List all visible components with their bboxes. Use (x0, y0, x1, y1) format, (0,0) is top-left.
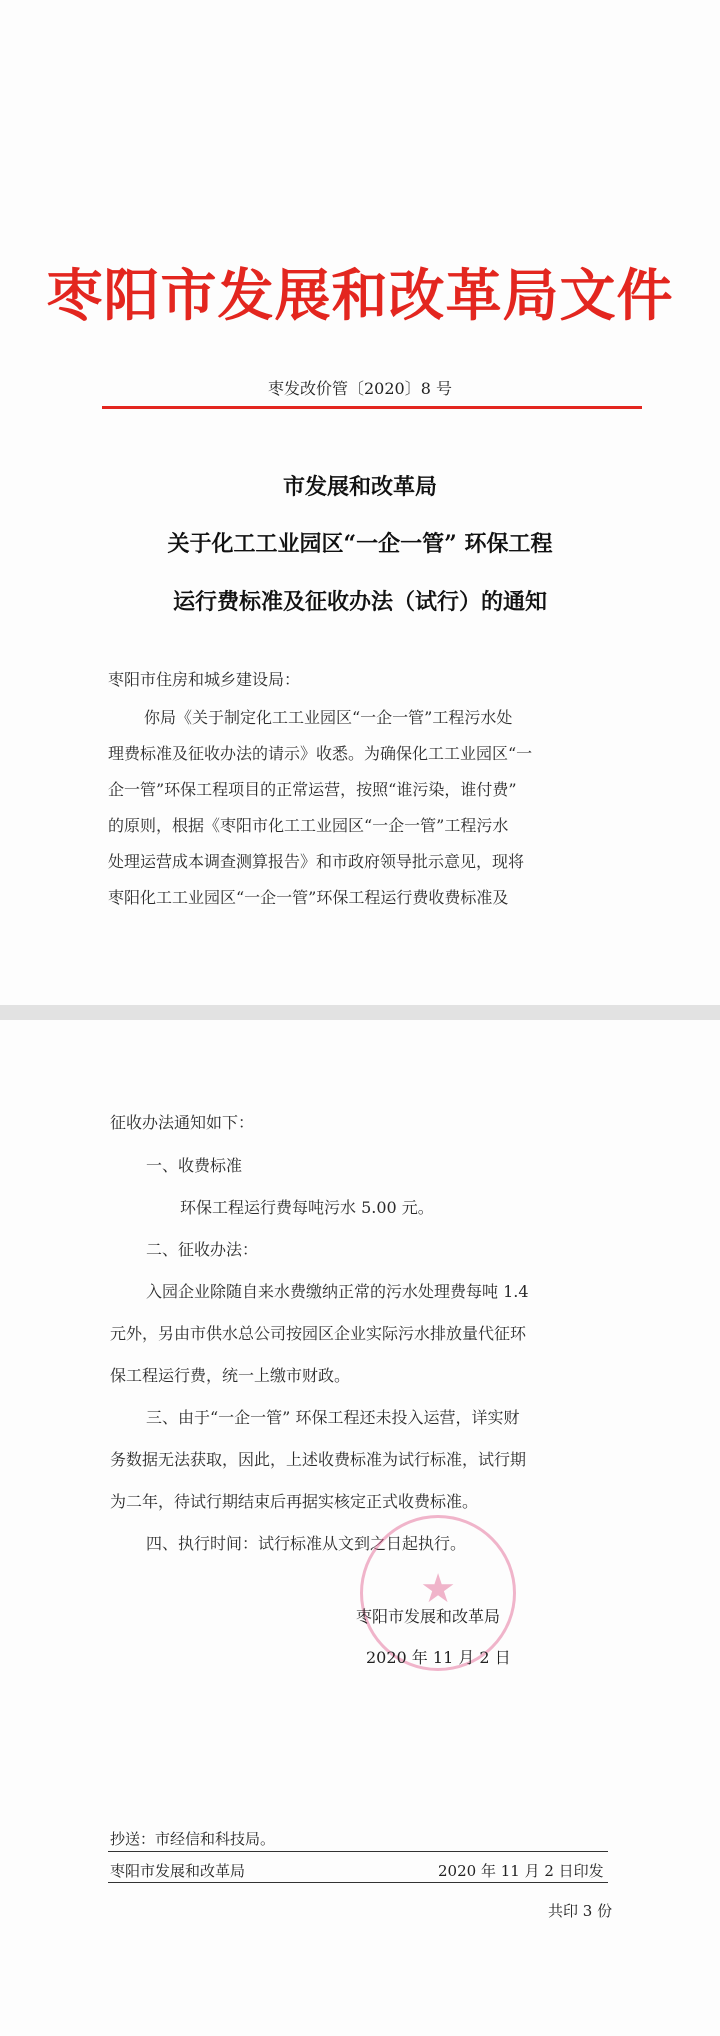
headline-line-1: 市发展和改革局 (282, 474, 437, 500)
print-org: 枣阳市发展和改革局 (110, 1862, 246, 1880)
document-page-1 (0, 0, 720, 1005)
red-divider (102, 406, 642, 409)
document-number: 枣发改价管〔2020〕8 号 (268, 379, 452, 398)
footer-rule (108, 1882, 608, 1883)
paragraph-line: 的原则，根据《枣阳市化工工业园区“一企一管”工程污水 (108, 816, 509, 835)
paragraph-line: 环保工程运行费每吨污水 5.00 元。 (180, 1198, 434, 1217)
paragraph-line: 保工程运行费，统一上缴市财政。 (110, 1366, 351, 1385)
paragraph-line: 四、执行时间：试行标准从文到之日起执行。 (146, 1534, 467, 1553)
copies-count: 共印 3 份 (548, 1902, 613, 1920)
paragraph-line: 入园企业除随自来水费缴纳正常的污水处理费每吨 1.4 (146, 1282, 529, 1301)
print-date: 2020 年 11 月 2 日印发 (438, 1862, 604, 1880)
footer-rule (108, 1851, 608, 1852)
seal-star-icon: ★ (420, 1566, 456, 1612)
section-heading: 二、征收办法： (146, 1240, 259, 1259)
body-paragraph-1 (108, 700, 648, 916)
paragraph-line: 元外，另由市供水总公司按园区企业实际污水排放量代征环 (110, 1324, 527, 1343)
paragraph-line: 枣阳化工工业园区“一企一管”环保工程运行费收费标准及 (108, 888, 509, 907)
carbon-copy-line: 抄送：市经信和科技局。 (110, 1830, 276, 1848)
paragraph-line: 征收办法通知如下： (110, 1113, 255, 1132)
signature-date: 2020 年 11 月 2 日 (366, 1648, 511, 1667)
paragraph-line: 你局《关于制定化工工业园区“一企一管”工程污水处 (144, 708, 513, 727)
signature-org: 枣阳市发展和改革局 (356, 1607, 501, 1626)
paragraph-line: 为二年，待试行期结束后再据实核定正式收费标准。 (110, 1492, 479, 1511)
headline-line-2: 关于化工工业园区“一企一管” 环保工程 (167, 531, 553, 557)
addressee: 枣阳市住房和城乡建设局： (108, 670, 301, 689)
paragraph-line: 处理运营成本调查测算报告》和市政府领导批示意见，现将 (108, 852, 525, 871)
headline-line-3: 运行费标准及征收办法（试行）的通知 (172, 589, 547, 615)
paragraph-line: 企一管”环保工程项目的正常运营，按照“谁污染，谁付费” (108, 780, 517, 799)
paragraph-line: 理费标准及征收办法的请示》收悉。为确保化工工业园区“一 (108, 744, 533, 763)
section-heading: 一、收费标准 (146, 1156, 243, 1175)
paragraph-line: 务数据无法获取，因此，上述收费标准为试行标准，试行期 (110, 1450, 527, 1469)
issuing-org-title: 枣阳市发展和改革局文件 (46, 264, 674, 329)
page-gap (0, 1005, 720, 1020)
paragraph-line: 三、由于“一企一管” 环保工程还未投入运营，详实财 (146, 1408, 520, 1427)
